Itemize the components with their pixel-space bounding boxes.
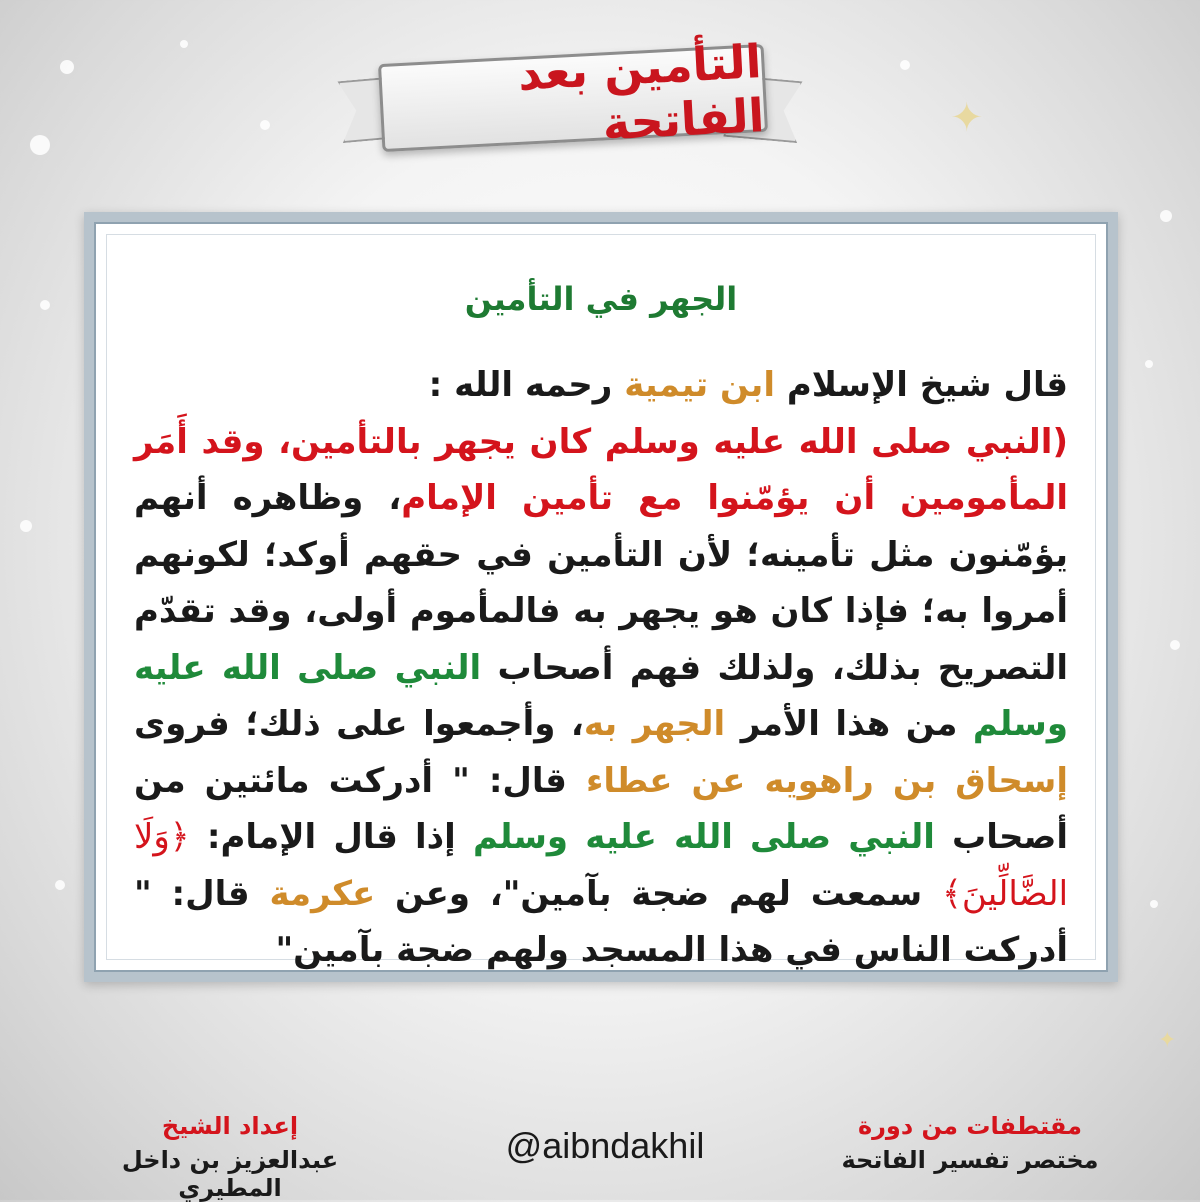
prepared-label: إعداد الشيخ	[161, 1112, 299, 1140]
highlight-green: النبي صلى الله عليه وسلم	[472, 817, 935, 857]
highlight-green: النبي صلى الله عليه وسلم	[134, 647, 1068, 744]
course-name: مختصر تفسير الفاتحة	[841, 1146, 1099, 1174]
sparkle-decoration	[30, 135, 50, 155]
text-segment: قال شيخ الإسلام	[774, 365, 1068, 405]
text-segment: سمعت لهم ضجة بآمين"، وعن	[375, 873, 942, 914]
sparkle-decoration	[40, 300, 50, 310]
quote-paragraph	[134, 357, 1068, 979]
text-segment: ، وظاهره أنهم يؤمّنون مثل تأمينه؛ لأن التأمين في حقهم أوكد؛ لكونهم أمروا به؛ فإذا كان هو يجهر به فالمأموم أولى، وقد تقدّم التصريح بذلك، ولذلك فهم أصحاب	[134, 478, 1068, 688]
ribbon	[378, 34, 768, 152]
quran-verse: ﴿وَلَا الضَّالِّينَ﴾	[134, 817, 1069, 914]
course-credit	[830, 1112, 1110, 1174]
star-sparkle-icon: ✦	[1158, 1028, 1177, 1053]
social-handle: @aibndakhil	[505, 1125, 705, 1166]
title-banner	[330, 36, 810, 156]
sheikh-name: عبدالعزيز بن داخل المطيري	[121, 1146, 339, 1202]
sparkle-decoration	[1145, 360, 1153, 368]
section-title: الجهر في التأمين	[464, 280, 738, 318]
name-ibn-taymiyyah: ابن تيمية	[624, 365, 775, 405]
sparkle-decoration	[900, 60, 910, 70]
sparkle-decoration	[1160, 210, 1172, 222]
text-segment: إذا قال الإمام:	[189, 817, 473, 857]
sparkle-decoration	[60, 60, 74, 74]
author-credit	[70, 1112, 390, 1202]
banner-title: التأمين بعد الفاتحة	[516, 34, 766, 151]
text-segment: قال: " أدركت الناس في هذا المسجد ولهم ضجة بآمين"	[134, 873, 1068, 970]
sparkle-decoration	[260, 120, 270, 130]
text-segment: قال: " أدركت مائتين من أصحاب	[134, 760, 1068, 857]
star-sparkle-icon: ✦	[950, 95, 984, 141]
sparkle-decoration	[55, 880, 65, 890]
text-segment: ، وأجمعوا على ذلك؛ فروى	[134, 704, 584, 744]
highlight-orange: الجهر به	[583, 704, 726, 744]
name-ikrimah: عكرمة	[269, 873, 376, 914]
sparkle-decoration	[180, 40, 188, 48]
sparkle-decoration	[20, 520, 32, 532]
content-frame	[84, 212, 1118, 982]
text-segment: رحمه الله :	[428, 365, 625, 405]
sparkle-decoration	[1170, 640, 1180, 650]
course-label: مقتطفات من دورة	[857, 1112, 1083, 1140]
highlight-red: (النبي صلى الله عليه وسلم كان يجهر بالتأمين، وقد أَمَر المأمومين أن يؤمّنوا مع تأمين الإمام	[134, 421, 1069, 518]
sparkle-decoration	[1150, 900, 1158, 908]
highlight-orange: إسحاق بن راهويه عن عطاء	[585, 760, 1068, 801]
text-segment: من هذا الأمر	[725, 704, 973, 744]
